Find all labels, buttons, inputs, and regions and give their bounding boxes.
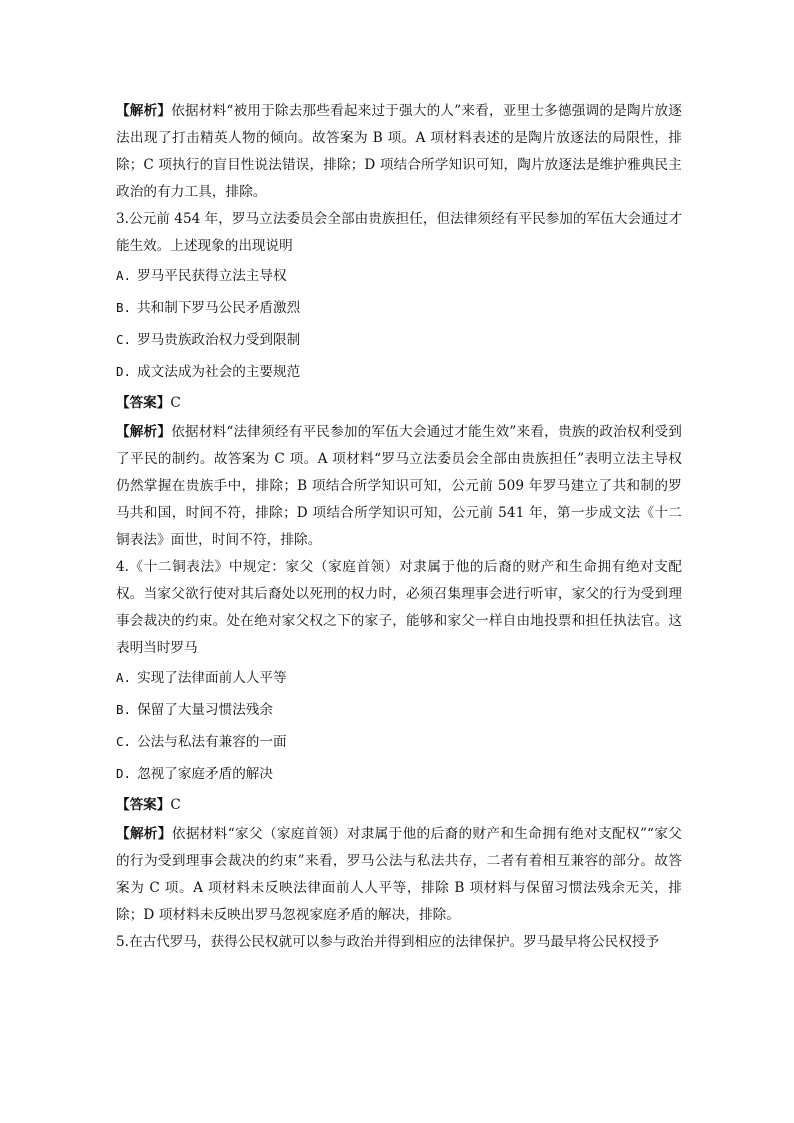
option-letter: A. xyxy=(116,670,132,685)
option-text: 罗马平民获得立法主导权 xyxy=(137,268,287,284)
question-4-option-a xyxy=(116,662,682,694)
question-3-option-b xyxy=(116,292,682,324)
question-3-analysis xyxy=(116,419,682,554)
option-letter: A. xyxy=(116,268,132,283)
analysis-paragraph-2 xyxy=(116,98,682,206)
analysis-tag: 【解析】 xyxy=(116,826,172,842)
option-text: 罗马贵族政治权力受到限制 xyxy=(137,332,301,348)
option-letter: C. xyxy=(116,332,132,347)
option-letter: B. xyxy=(116,300,132,315)
document-content xyxy=(116,98,682,956)
option-text: 保留了大量习惯法残余 xyxy=(137,702,273,718)
option-text: 成文法成为社会的主要规范 xyxy=(137,364,301,380)
question-4-option-d xyxy=(116,758,682,790)
question-3-answer xyxy=(116,388,682,419)
question-3-option-d xyxy=(116,356,682,388)
analysis-text: 依据材料“被用于除去那些看起来过于强大的人”来看，亚里士多德强调的是陶片放逐法出现了打击精英人物的倾向。故答案为 B 项。A 项材料表述的是陶片放逐法的局限性，排除；C 项执行的盲目性说法错误，排除；D 项结合所学知识可知，陶片放逐法是维护雅典民主政治的有力工具，排除。 xyxy=(116,103,682,200)
option-text: 忽视了家庭矛盾的解决 xyxy=(137,766,273,782)
question-3-option-c xyxy=(116,324,682,356)
option-text: 实现了法律面前人人平等 xyxy=(137,670,287,686)
analysis-tag: 【解析】 xyxy=(116,424,172,440)
question-4-option-b xyxy=(116,694,682,726)
option-letter: D. xyxy=(116,766,132,781)
question-4-answer xyxy=(116,790,682,821)
analysis-text: 依据材料“法律须经有平民参加的军伍大会通过才能生效”来看，贵族的政治权利受到了平民的制约。故答案为 C 项。A 项材料“罗马立法委员会全部由贵族担任”表明立法主导权仍然掌握在贵族手中，排除；B 项结合所学知识可知，公元前 509 年罗马建立了共和制的罗马共和国，时间不符，排除；D 项结合所学知识可知，公元前 541 年，第一步成文法《十二铜表法》面世，时间不符，排除。 xyxy=(116,424,682,548)
option-letter: D. xyxy=(116,364,132,379)
question-3-option-a xyxy=(116,260,682,292)
analysis-text: 依据材料“家父（家庭首领）对隶属于他的后裔的财产和生命拥有绝对支配权”“家父的行为受到理事会裁决的约束”来看，罗马公法与私法共存，二者有着相互兼容的部分。故答案为 C 项。A 项材料未反映法律面前人人平等，排除 B 项材料与保留习惯法残余无关，排除；D 项材料未反映出罗马忽视家庭矛盾的解决，排除。 xyxy=(116,826,682,923)
question-4-stem: 4.《十二铜表法》中规定：家父（家庭首领）对隶属于他的后裔的财产和生命拥有绝对支配权。当家父欲行使对其后裔处以死刑的权力时，必须召集理事会进行听审，家父的行为受到理事会裁决的约束。处在绝对家父权之下的家子，能够和家父一样自由地投票和担任执法官。这表明当时罗马 xyxy=(116,559,682,656)
question-4-option-c xyxy=(116,726,682,758)
option-text: 公法与私法有兼容的一面 xyxy=(137,734,287,750)
answer-value: C xyxy=(170,797,181,813)
answer-tag: 【答案】 xyxy=(116,797,171,813)
analysis-tag: 【解析】 xyxy=(116,103,172,119)
question-3-stem: 3.公元前 454 年，罗马立法委员会全部由贵族担任，但法律须经有平民参加的军伍大会通过才能生效。上述现象的出现说明 xyxy=(116,211,682,254)
answer-tag: 【答案】 xyxy=(116,395,171,411)
answer-value: C xyxy=(170,395,181,411)
question-5-stem: 5.在古代罗马，获得公民权就可以参与政治并得到相应的法律保护。罗马最早将公民权授予 xyxy=(116,934,660,950)
question-4-analysis xyxy=(116,821,682,929)
option-letter: C. xyxy=(116,734,132,749)
option-text: 共和制下罗马公民矛盾激烈 xyxy=(137,300,301,316)
option-letter: B. xyxy=(116,702,132,717)
